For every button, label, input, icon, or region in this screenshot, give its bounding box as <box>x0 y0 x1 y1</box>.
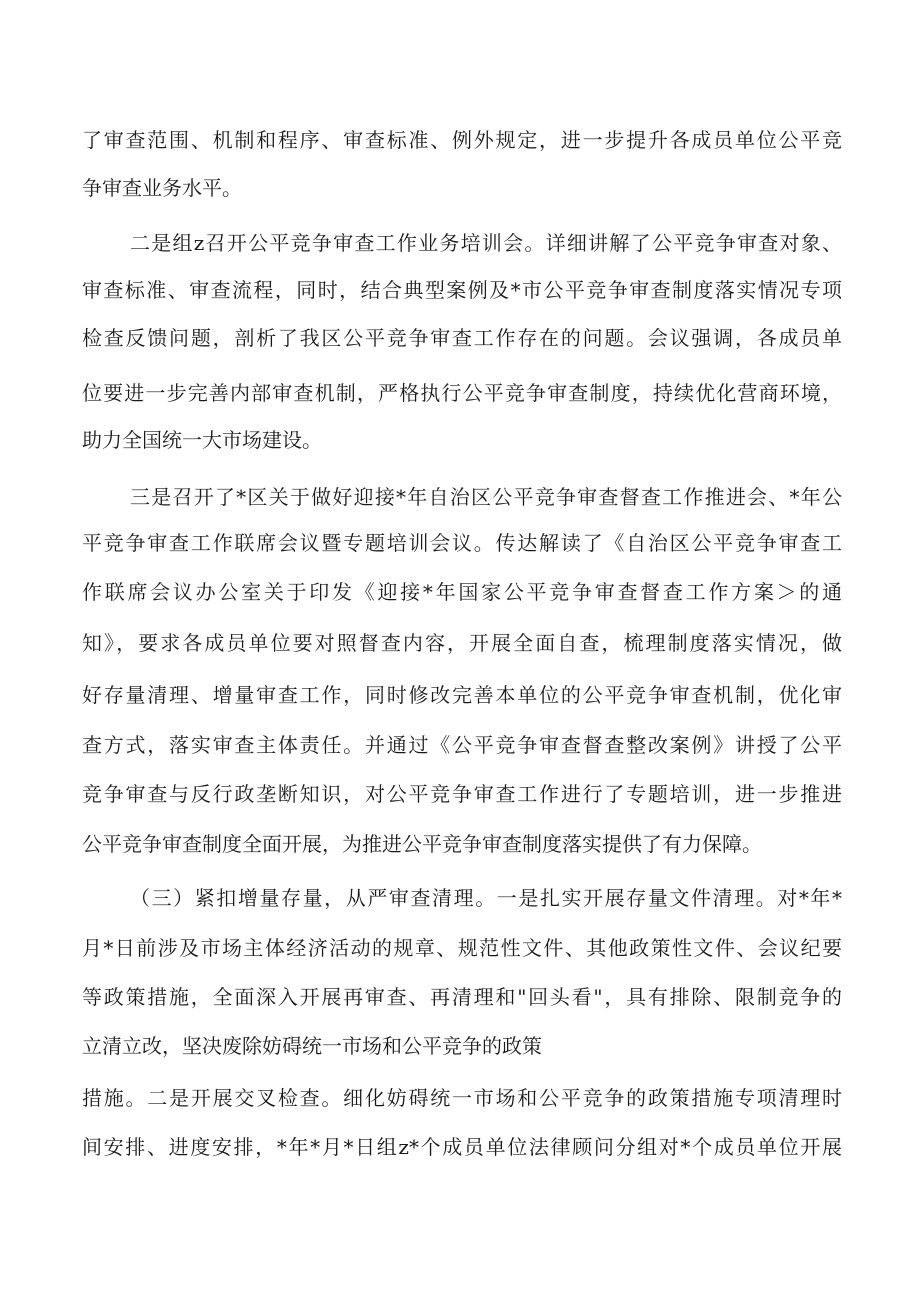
section-heading-line: （三）紧扣增量存量，从严审查清理。一是扎实开展存量文件清理。对*年* <box>130 886 842 910</box>
paragraph-line: 立清立改，坚决废除妨碍统一市场和公平竞争的政策 <box>82 1034 542 1058</box>
paragraph-line: 二是组z召开公平竞争审查工作业务培训会。详细讲解了公平竞争审查对象、 <box>130 231 842 255</box>
paragraph-line: 作联席会议办公室关于印发《迎接*年国家公平竞争审查督查工作方案＞的通 <box>82 580 842 604</box>
paragraph-line: 竞争审查与反行政垄断知识，对公平竞争审查工作进行了专题培训，进一步推进 <box>82 782 842 806</box>
paragraph-line: 三是召开了*区关于做好迎接*年自治区公平竞争审查督查工作推进会、*年公 <box>130 485 842 509</box>
paragraph-line: 争审查业务水平。 <box>82 176 242 200</box>
paragraph-line: 助力全国统一大市场建设。 <box>82 428 322 452</box>
paragraph-line: 公平竞争审查制度全面开展，为推进公平竞争审查制度落实提供了有力保障。 <box>82 832 762 856</box>
paragraph-line: 知》，要求各成员单位要对照督查内容，开展全面自查，梳理制度落实情况，做 <box>82 631 842 655</box>
paragraph-line: 月*日前涉及市场主体经济活动的规章、规范性文件、其他政策性文件、会议纪要 <box>82 936 842 960</box>
paragraph-line: 了审查范围、机制和程序、审查标准、例外规定，进一步提升各成员单位公平竞 <box>82 128 842 152</box>
paragraph-line: 检查反馈问题，剖析了我区公平竞争审查工作存在的问题。会议强调，各成员单 <box>82 326 842 350</box>
paragraph-line: 好存量清理、增量审查工作，同时修改完善本单位的公平竞争审查机制，优化审 <box>82 683 842 707</box>
paragraph-line: 间安排、进度安排，*年*月*日组z*个成员单位法律顾问分组对*个成员单位开展 <box>82 1135 842 1159</box>
paragraph-line: 位要进一步完善内部审查机制，严格执行公平竞争审查制度，持续优化营商环境， <box>82 381 842 405</box>
paragraph-line: 审查标准、审查流程，同时，结合典型案例及*市公平竞争审查制度落实情况专项 <box>82 278 842 302</box>
paragraph-line: 查方式，落实审查主体责任。并通过《公平竞争审查督查整改案例》讲授了公平 <box>82 733 842 757</box>
paragraph-line: 等政策措施，全面深入开展再审查、再清理和"回头看"，具有排除、限制竞争的 <box>82 985 842 1009</box>
paragraph-line: 措施。二是开展交叉检查。细化妨碍统一市场和公平竞争的政策措施专项清理时 <box>82 1086 842 1110</box>
paragraph-line: 平竞争审查工作联席会议暨专题培训会议。传达解读了《自治区公平竞争审查工 <box>82 531 842 555</box>
